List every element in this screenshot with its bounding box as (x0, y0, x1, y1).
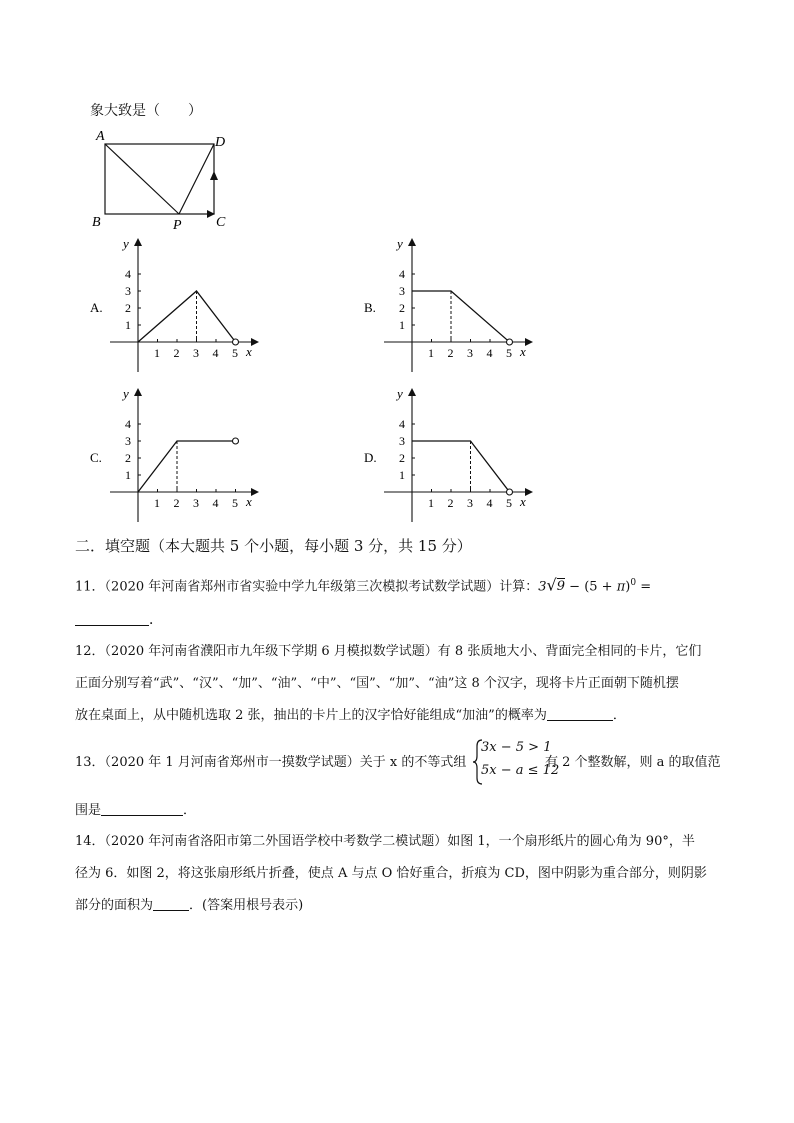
x-axis-arrow-icon (251, 488, 259, 496)
open-endpoint (233, 438, 239, 444)
rectangle-abcd (105, 144, 214, 214)
option-graph-b[interactable] (362, 232, 542, 386)
q11-equals: = (636, 579, 652, 595)
option-graph-a[interactable] (88, 232, 268, 386)
open-endpoint (233, 339, 239, 345)
x-tick-label: 2 (173, 496, 180, 510)
y-tick-label: 4 (125, 267, 131, 281)
y-axis-label: y (123, 386, 129, 401)
q11-pi: π (616, 579, 626, 595)
answer-blank[interactable] (75, 611, 149, 626)
arrow-up-icon (210, 171, 218, 180)
y-axis-label: y (123, 236, 129, 251)
label-d: D (215, 135, 226, 150)
inequality-system (473, 738, 560, 786)
x-tick-label: 2 (447, 496, 454, 510)
label-a: A (96, 129, 105, 144)
option-label: D. (364, 450, 377, 465)
q12-line1: 12．（2020 年河南省濮阳市九年级下学期 6 月模拟数学试题）有 8 张质地大小、背面完全相同的卡片，它们 (75, 644, 702, 659)
x-tick-label: 1 (154, 496, 160, 510)
segment-dp (179, 144, 214, 214)
y-tick-label: 2 (399, 451, 405, 465)
x-tick-label: 5 (506, 346, 512, 360)
section-heading: 二．填空题（本大题共 5 个小题，每小题 3 分，共 15 分） (75, 537, 472, 555)
x-axis-label: x (246, 344, 252, 359)
y-tick-label: 3 (125, 284, 131, 298)
inequality-2: 5x − a ≤ 12 (481, 763, 560, 778)
option-label: C. (90, 450, 102, 465)
x-tick-label: 4 (212, 346, 219, 360)
y-tick-label: 4 (399, 417, 405, 431)
x-axis-arrow-icon (525, 488, 533, 496)
q13-prefix: 13．（2020 年 1 月河南省郑州市一摸数学试题）关于 x 的不等式组 (75, 755, 467, 770)
x-tick-label: 3 (193, 496, 199, 510)
option-graph-d[interactable] (362, 382, 542, 536)
q11-text: 11．（2020 年河南省郑州市省实验中学九年级第三次模拟考试数学试题）计算： (75, 579, 539, 595)
x-axis-arrow-icon (251, 338, 259, 346)
x-axis-label: x (246, 494, 252, 509)
x-tick-label: 4 (486, 496, 493, 510)
y-tick-label: 1 (399, 318, 405, 332)
q14-line3-end: ．(答案用根号表示) (189, 898, 304, 913)
inequality-1: 3x − 5 > 1 (481, 740, 552, 755)
option-graph-c[interactable] (88, 382, 268, 536)
q14-line3-text: 部分的面积为 (75, 898, 154, 913)
label-b: B (92, 215, 101, 230)
y-tick-label: 1 (125, 468, 131, 482)
q14-line3 (75, 896, 303, 916)
graph-line (138, 441, 236, 492)
x-tick-label: 4 (212, 496, 219, 510)
y-tick-label: 2 (125, 301, 131, 315)
x-tick-label: 1 (428, 346, 434, 360)
x-tick-label: 3 (467, 496, 473, 510)
open-endpoint (507, 489, 513, 495)
x-axis-label: x (520, 344, 526, 359)
x-tick-label: 1 (154, 346, 160, 360)
y-axis-label: y (397, 386, 403, 401)
y-tick-label: 3 (399, 434, 405, 448)
open-endpoint (507, 339, 513, 345)
label-p: P (173, 218, 182, 232)
y-tick-label: 1 (399, 468, 405, 482)
answer-blank[interactable] (153, 896, 189, 911)
label-c: C (216, 215, 226, 230)
y-tick-label: 4 (125, 417, 131, 431)
x-tick-label: 5 (232, 346, 238, 360)
x-tick-label: 4 (486, 346, 493, 360)
y-tick-label: 2 (125, 451, 131, 465)
q14-line2: 径为 6．如图 2，将这张扇形纸片折叠，使点 A 与点 O 恰好重合，折痕为 CD，图中阴影为重合部分，则阴影 (75, 866, 707, 881)
y-tick-label: 3 (125, 434, 131, 448)
x-tick-label: 3 (193, 346, 199, 360)
q12-line3 (75, 706, 626, 726)
y-tick-label: 1 (125, 318, 131, 332)
option-label: A. (90, 300, 103, 315)
segment-ap (105, 144, 179, 214)
y-tick-label: 4 (399, 267, 405, 281)
q11-answer: ． (75, 610, 163, 630)
y-tick-label: 2 (399, 301, 405, 315)
q12-line2: 正面分别写着“武”、“汉”、“加”、“油”、“中”、“国”、“加”、“油”这 8 个汉字，现将卡片正面朝下随机摆 (75, 676, 679, 691)
q12-line3-text: 放在桌面上，从中随机选取 2 张，抽出的卡片上的汉字恰好能组成“加油”的概率为 (75, 708, 547, 723)
q12-end: ． (612, 708, 626, 723)
graph-line (138, 291, 236, 342)
q11-radicand: 9 (556, 579, 566, 595)
option-label: B. (364, 300, 376, 315)
x-tick-label: 3 (467, 346, 473, 360)
q13-line2 (75, 801, 196, 821)
y-axis-label: y (397, 236, 403, 251)
q11-close: ) (625, 579, 631, 595)
q11-exp: 0 (630, 578, 637, 588)
x-axis-label: x (520, 494, 526, 509)
y-tick-label: 3 (399, 284, 405, 298)
question-stem: 象大致是（ ） (90, 103, 202, 119)
x-tick-label: 2 (447, 346, 454, 360)
answer-blank[interactable] (101, 801, 183, 816)
graph-line (412, 291, 510, 342)
y-axis-arrow-icon (408, 238, 416, 246)
rectangle-figure (88, 128, 238, 232)
y-axis-arrow-icon (134, 238, 142, 246)
y-axis-arrow-icon (134, 388, 142, 396)
q11-minus: − (5 + (565, 579, 617, 595)
graph-line (412, 441, 510, 492)
answer-blank[interactable] (547, 706, 613, 721)
x-tick-label: 2 (173, 346, 180, 360)
q11-coef: 3 (538, 579, 547, 595)
q13-line2-text: 围是 (75, 803, 102, 818)
x-tick-label: 5 (506, 496, 512, 510)
y-axis-arrow-icon (408, 388, 416, 396)
x-tick-label: 1 (428, 496, 434, 510)
q13-end: ． (183, 803, 197, 818)
question-11 (75, 573, 651, 597)
sqrt-icon: √ (546, 575, 557, 595)
q13-suffix: 有 2 个整数解，则 a 的取值范 (545, 755, 721, 770)
x-tick-label: 5 (232, 496, 238, 510)
q14-line1: 14．（2020 年河南省洛阳市第二外国语学校中考数学二模试题）如图 1，一个扇形纸片的圆心角为 90°，半 (75, 834, 695, 849)
x-axis-arrow-icon (525, 338, 533, 346)
